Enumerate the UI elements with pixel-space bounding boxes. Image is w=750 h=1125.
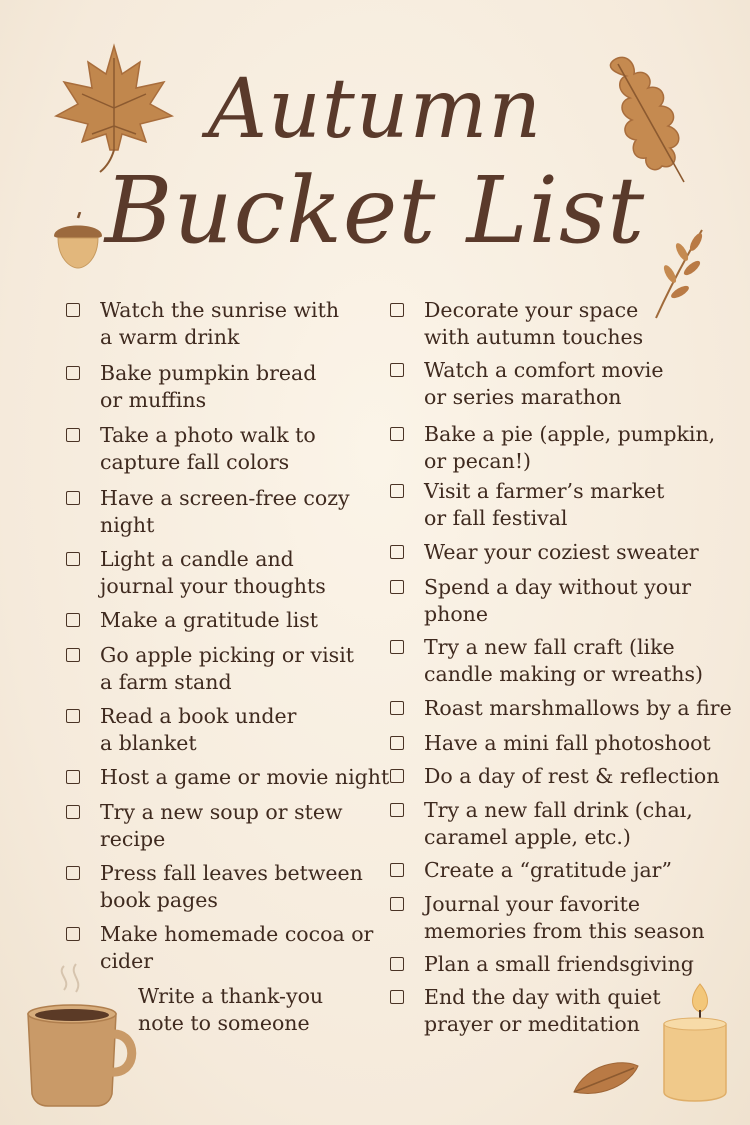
right-item[interactable] [390,984,661,1038]
twig-icon [648,222,708,322]
checkbox[interactable] [66,613,80,627]
mug-icon [20,962,140,1108]
page-title-line1: Autumn [207,62,543,157]
item-label: Watch the sunrise with a warm drink [100,298,340,349]
checkbox[interactable] [66,552,80,566]
item-label: Spend a day without your phone [424,575,692,626]
oak-leaf-icon [596,50,696,190]
checkbox[interactable] [66,805,80,819]
right-item[interactable] [390,951,694,978]
item-label: Press fall leaves between book pages [100,861,363,912]
checkbox[interactable] [390,957,404,971]
checkbox[interactable] [66,927,80,941]
checkbox[interactable] [390,701,404,715]
item-label: Have a screen-free cozy night [100,486,350,537]
left-item[interactable] [66,546,326,600]
item-label: Take a photo walk to capture fall colors [100,423,316,474]
item-label: Write a thank-you note to someone [138,984,324,1035]
checkbox[interactable] [66,866,80,880]
item-label: Make a gratitude list [100,608,319,632]
item-label: Wear your coziest sweater [424,540,699,564]
candle-icon [658,980,730,1106]
right-item[interactable] [390,857,672,884]
right-item[interactable] [390,297,643,351]
checkbox[interactable] [390,640,404,654]
checkbox[interactable] [66,491,80,505]
item-label: Have a mini fall photoshoot [424,731,711,755]
left-item[interactable] [66,485,350,539]
checkbox[interactable] [66,648,80,662]
left-item[interactable] [66,703,296,757]
item-label: Create a “gratitude jar” [424,858,672,882]
item-label: Plan a small friendsgiving [424,952,694,976]
small-leaf-icon [570,1058,642,1098]
item-label: Watch a comfort movie or series marathon [424,358,664,409]
right-item[interactable] [390,574,691,628]
item-label: Bake pumpkin bread or muffins [100,361,317,412]
checkbox[interactable] [390,580,404,594]
right-item[interactable] [390,891,705,945]
item-label: Roast marshmallows by a fire [424,696,732,720]
left-item[interactable] [66,360,316,414]
item-label: Go apple picking or visit a farm stand [100,643,354,694]
checkbox[interactable] [390,363,404,377]
right-item[interactable] [390,797,693,851]
checkbox[interactable] [390,545,404,559]
checkbox[interactable] [66,770,80,784]
checkbox[interactable] [390,990,404,1004]
left-item[interactable] [66,422,316,476]
checkbox[interactable] [390,769,404,783]
checkbox[interactable] [390,897,404,911]
item-label: Try a new soup or stew recipe [100,800,343,851]
checkbox[interactable] [390,303,404,317]
left-item[interactable] [66,799,343,853]
item-label: Decorate your space with autumn touches [424,298,644,349]
checkbox[interactable] [390,484,404,498]
item-label: Try a new fall drink (chaı, caramel apple, etc.) [424,798,693,849]
right-item[interactable] [390,634,703,688]
item-label: Journal your favorite memories from this season [424,892,705,943]
left-item[interactable] [66,764,389,791]
left-item[interactable] [66,642,354,696]
checkbox[interactable] [66,428,80,442]
item-label: Read a book under a blanket [100,704,297,755]
checkbox[interactable] [66,303,80,317]
item-label: Do a day of rest & reflection [424,764,720,788]
left-item[interactable] [66,860,363,914]
right-item[interactable] [390,478,664,532]
checkbox[interactable] [66,709,80,723]
item-label: Bake a pie (apple, pumpkin, or pecan!) [424,422,716,473]
item-label: Try a new fall craft (like candle making or wreaths) [424,635,704,686]
left-item[interactable] [66,297,339,351]
item-label: Visit a farmer’s market or fall festival [424,479,665,530]
right-item[interactable] [390,763,719,790]
checkbox[interactable] [390,863,404,877]
maple-leaf-icon [52,38,177,178]
checkbox[interactable] [390,427,404,441]
left-item[interactable] [66,607,318,634]
checkbox[interactable] [66,366,80,380]
right-item[interactable] [390,357,663,411]
right-item[interactable] [390,695,732,722]
item-label: Host a game or movie night [100,765,390,789]
item-label: Make homemade cocoa or cider [100,922,374,973]
right-item[interactable] [390,539,699,566]
page-title-line2: Bucket List [104,157,646,264]
checkbox[interactable] [390,803,404,817]
right-item[interactable] [390,421,715,475]
acorn-icon [48,212,108,272]
checkbox[interactable] [390,736,404,750]
right-item[interactable] [390,730,711,757]
item-label: Light a candle and journal your thoughts [100,547,326,598]
item-label: End the day with quiet prayer or meditation [424,985,661,1036]
